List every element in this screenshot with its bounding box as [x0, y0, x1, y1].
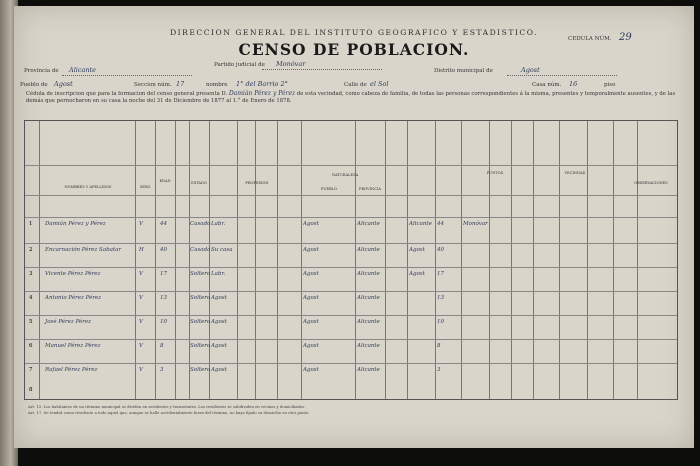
row-2-num: 2 — [29, 247, 33, 253]
row-2-res: Agost — [409, 247, 425, 253]
calle-label: Calle de — [344, 82, 367, 88]
row-7-name: Rafael Pérez Pérez — [45, 367, 98, 373]
row-4-sex: V — [139, 295, 143, 301]
row-7-state: Soltero — [190, 367, 211, 373]
row-1-town: Agost — [303, 221, 319, 227]
piso-label: piso — [604, 82, 616, 88]
row-6-name: Manuel Pérez Pérez — [45, 343, 101, 349]
document-title: CENSO DE POBLACION. — [238, 40, 470, 59]
row-2-prov: Alicante — [357, 247, 380, 253]
row-5-name: José Pérez Pérez — [45, 319, 92, 325]
row-5-prov: Alicante — [357, 319, 380, 325]
row-2-town: Agost — [303, 247, 319, 253]
row-7-prov: Alicante — [357, 367, 380, 373]
row-1-prov: Alicante — [357, 221, 380, 227]
footer-notes — [28, 404, 678, 416]
row-1-years: 44 — [437, 221, 444, 227]
intro-text-a: Cédula de inscripcion que para la formacion del censo general presenta D. — [26, 91, 228, 97]
pueblo-value: Agost — [54, 80, 73, 88]
casa-label: Casa núm. — [532, 82, 562, 88]
nombre-label: nombre — [206, 82, 228, 88]
row-2-name: Encarnación Pérez Sabatar — [45, 247, 122, 253]
partido-judicial-value: Monóvar — [276, 60, 306, 68]
intro-text-b: de esta vecindad, como cabeza de familia, de todas las personas correspondientes á la misma, presentes y temporalmente ausentes, y de las demás que pernocharon en su casa la noche del 31 de Diciembre de 1877 al 1.° de Enero de 1878. — [26, 91, 676, 104]
col-state: ESTADO — [191, 181, 207, 185]
row-6-age: 8 — [160, 343, 164, 349]
col-provincia: PROVINCIA — [359, 187, 381, 191]
footer-art17: Art. 17. Se tendrá como residente a todo aquel que, aunque se halle accidentalmente fuera del término, no haya fijado su domicilio en otro punto. — [28, 410, 310, 415]
institute-heading: DIRECCION GENERAL DEL INSTITUTO GEOGRAFICO Y ESTADISTICO. — [170, 28, 538, 37]
row-7-age: 3 — [160, 367, 164, 373]
row-7-num: 7 — [29, 367, 33, 373]
col-observaciones: OBSERVACIONES — [634, 181, 668, 185]
row-1-name: Damián Pérez y Pérez — [45, 221, 106, 227]
census-sheet — [14, 6, 694, 448]
col-puntos: PUNTOS — [486, 171, 504, 175]
row-1-res: Alicante — [409, 221, 432, 227]
row-3-years: 17 — [437, 271, 444, 277]
row-4-prov: Alicante — [357, 295, 380, 301]
row-7-years: 3 — [437, 367, 441, 373]
row-3-num: 3 — [29, 271, 33, 277]
col-naturaleza: NATURALEZA — [331, 173, 359, 177]
row-3-state: Soltero — [190, 271, 211, 277]
seccion-label: Seccion núm. — [134, 82, 172, 88]
row-5-age: 10 — [160, 319, 167, 325]
col-age: EDAD — [159, 179, 171, 183]
head-of-family: Damián Pérez y Pérez — [228, 90, 296, 97]
row-3-town: Agost — [303, 271, 319, 277]
row-6-prov: Alicante — [357, 343, 380, 349]
pueblo-label: Pueblo de — [20, 82, 48, 88]
calle-value: el Sol — [370, 80, 389, 88]
row-4-town: Agost — [303, 295, 319, 301]
row-6-state: Soltero — [190, 343, 211, 349]
row-2-job: Su casa — [211, 247, 233, 253]
row-5-sex: V — [139, 319, 143, 325]
intro-paragraph — [26, 90, 676, 105]
row-3-job: Labr. — [211, 271, 226, 277]
row-1-sex: V — [139, 221, 143, 227]
row-5-years: 10 — [437, 319, 444, 325]
col-names: NOMBRES Y APELLIDOS — [64, 185, 112, 189]
row-4-age: 13 — [160, 295, 167, 301]
distrito-label: Distrito municipal de — [434, 68, 493, 74]
row-4-job: Agost — [211, 295, 227, 301]
row-5-job: Agost — [211, 319, 227, 325]
row-3-sex: V — [139, 271, 143, 277]
partido-judicial-label: Partido judicial de — [214, 62, 265, 68]
cedula-number: 29 — [619, 32, 632, 43]
col-job: PROFESION — [245, 181, 269, 185]
row-6-num: 6 — [29, 343, 33, 349]
col-sex: SEXO — [139, 185, 151, 189]
row-5-num: 5 — [29, 319, 33, 325]
col-vecindad: VECINDAD — [564, 171, 586, 175]
row-7-sex: V — [139, 367, 143, 373]
row-1-job: Labr. — [211, 221, 226, 227]
row-2-age: 40 — [160, 247, 167, 253]
row-6-town: Agost — [303, 343, 319, 349]
row-1-state: Casado — [190, 221, 211, 227]
row-8-num: 8 — [29, 387, 33, 393]
distrito-value: Agost — [521, 66, 540, 74]
row-4-name: Antonio Pérez Pérez — [45, 295, 102, 301]
row-7-town: Agost — [303, 367, 319, 373]
row-1-num: 1 — [29, 221, 33, 227]
row-6-sex: V — [139, 343, 143, 349]
provincia-value: Alicante — [69, 66, 97, 74]
row-6-job: Agost — [211, 343, 227, 349]
seccion-value: 17 — [176, 80, 185, 88]
row-6-years: 8 — [437, 343, 441, 349]
row-2-sex: H — [139, 247, 144, 253]
row-5-state: Soltero — [190, 319, 211, 325]
row-3-res: Agost — [409, 271, 425, 277]
row-7-job: Agost — [211, 367, 227, 373]
row-5-town: Agost — [303, 319, 319, 325]
row-3-prov: Alicante — [357, 271, 380, 277]
nombre-value: 1° del Barrio 2° — [236, 80, 288, 88]
census-table — [24, 120, 678, 400]
cedula-label: CEDULA NÚM. — [568, 36, 612, 42]
row-3-age: 17 — [160, 271, 167, 277]
row-2-state: Casada — [190, 247, 211, 253]
casa-value: 16 — [569, 80, 578, 88]
row-4-num: 4 — [29, 295, 33, 301]
row-4-years: 13 — [437, 295, 444, 301]
row-4-state: Soltero — [190, 295, 211, 301]
row-2-years: 40 — [437, 247, 444, 253]
row-1-obs: Monóvar — [463, 221, 488, 227]
col-pueblo: PUEBLO — [321, 187, 337, 191]
provincia-label: Provincia de — [24, 68, 59, 74]
row-3-name: Vicente Pérez Pérez — [45, 271, 101, 277]
footer-art15: Art. 15. Los habitantes de un término municipal se dividen en residentes y transeúntes. Los residentes se subdividen en vecinos y domiciliados. — [28, 404, 306, 409]
row-1-age: 44 — [160, 221, 167, 227]
